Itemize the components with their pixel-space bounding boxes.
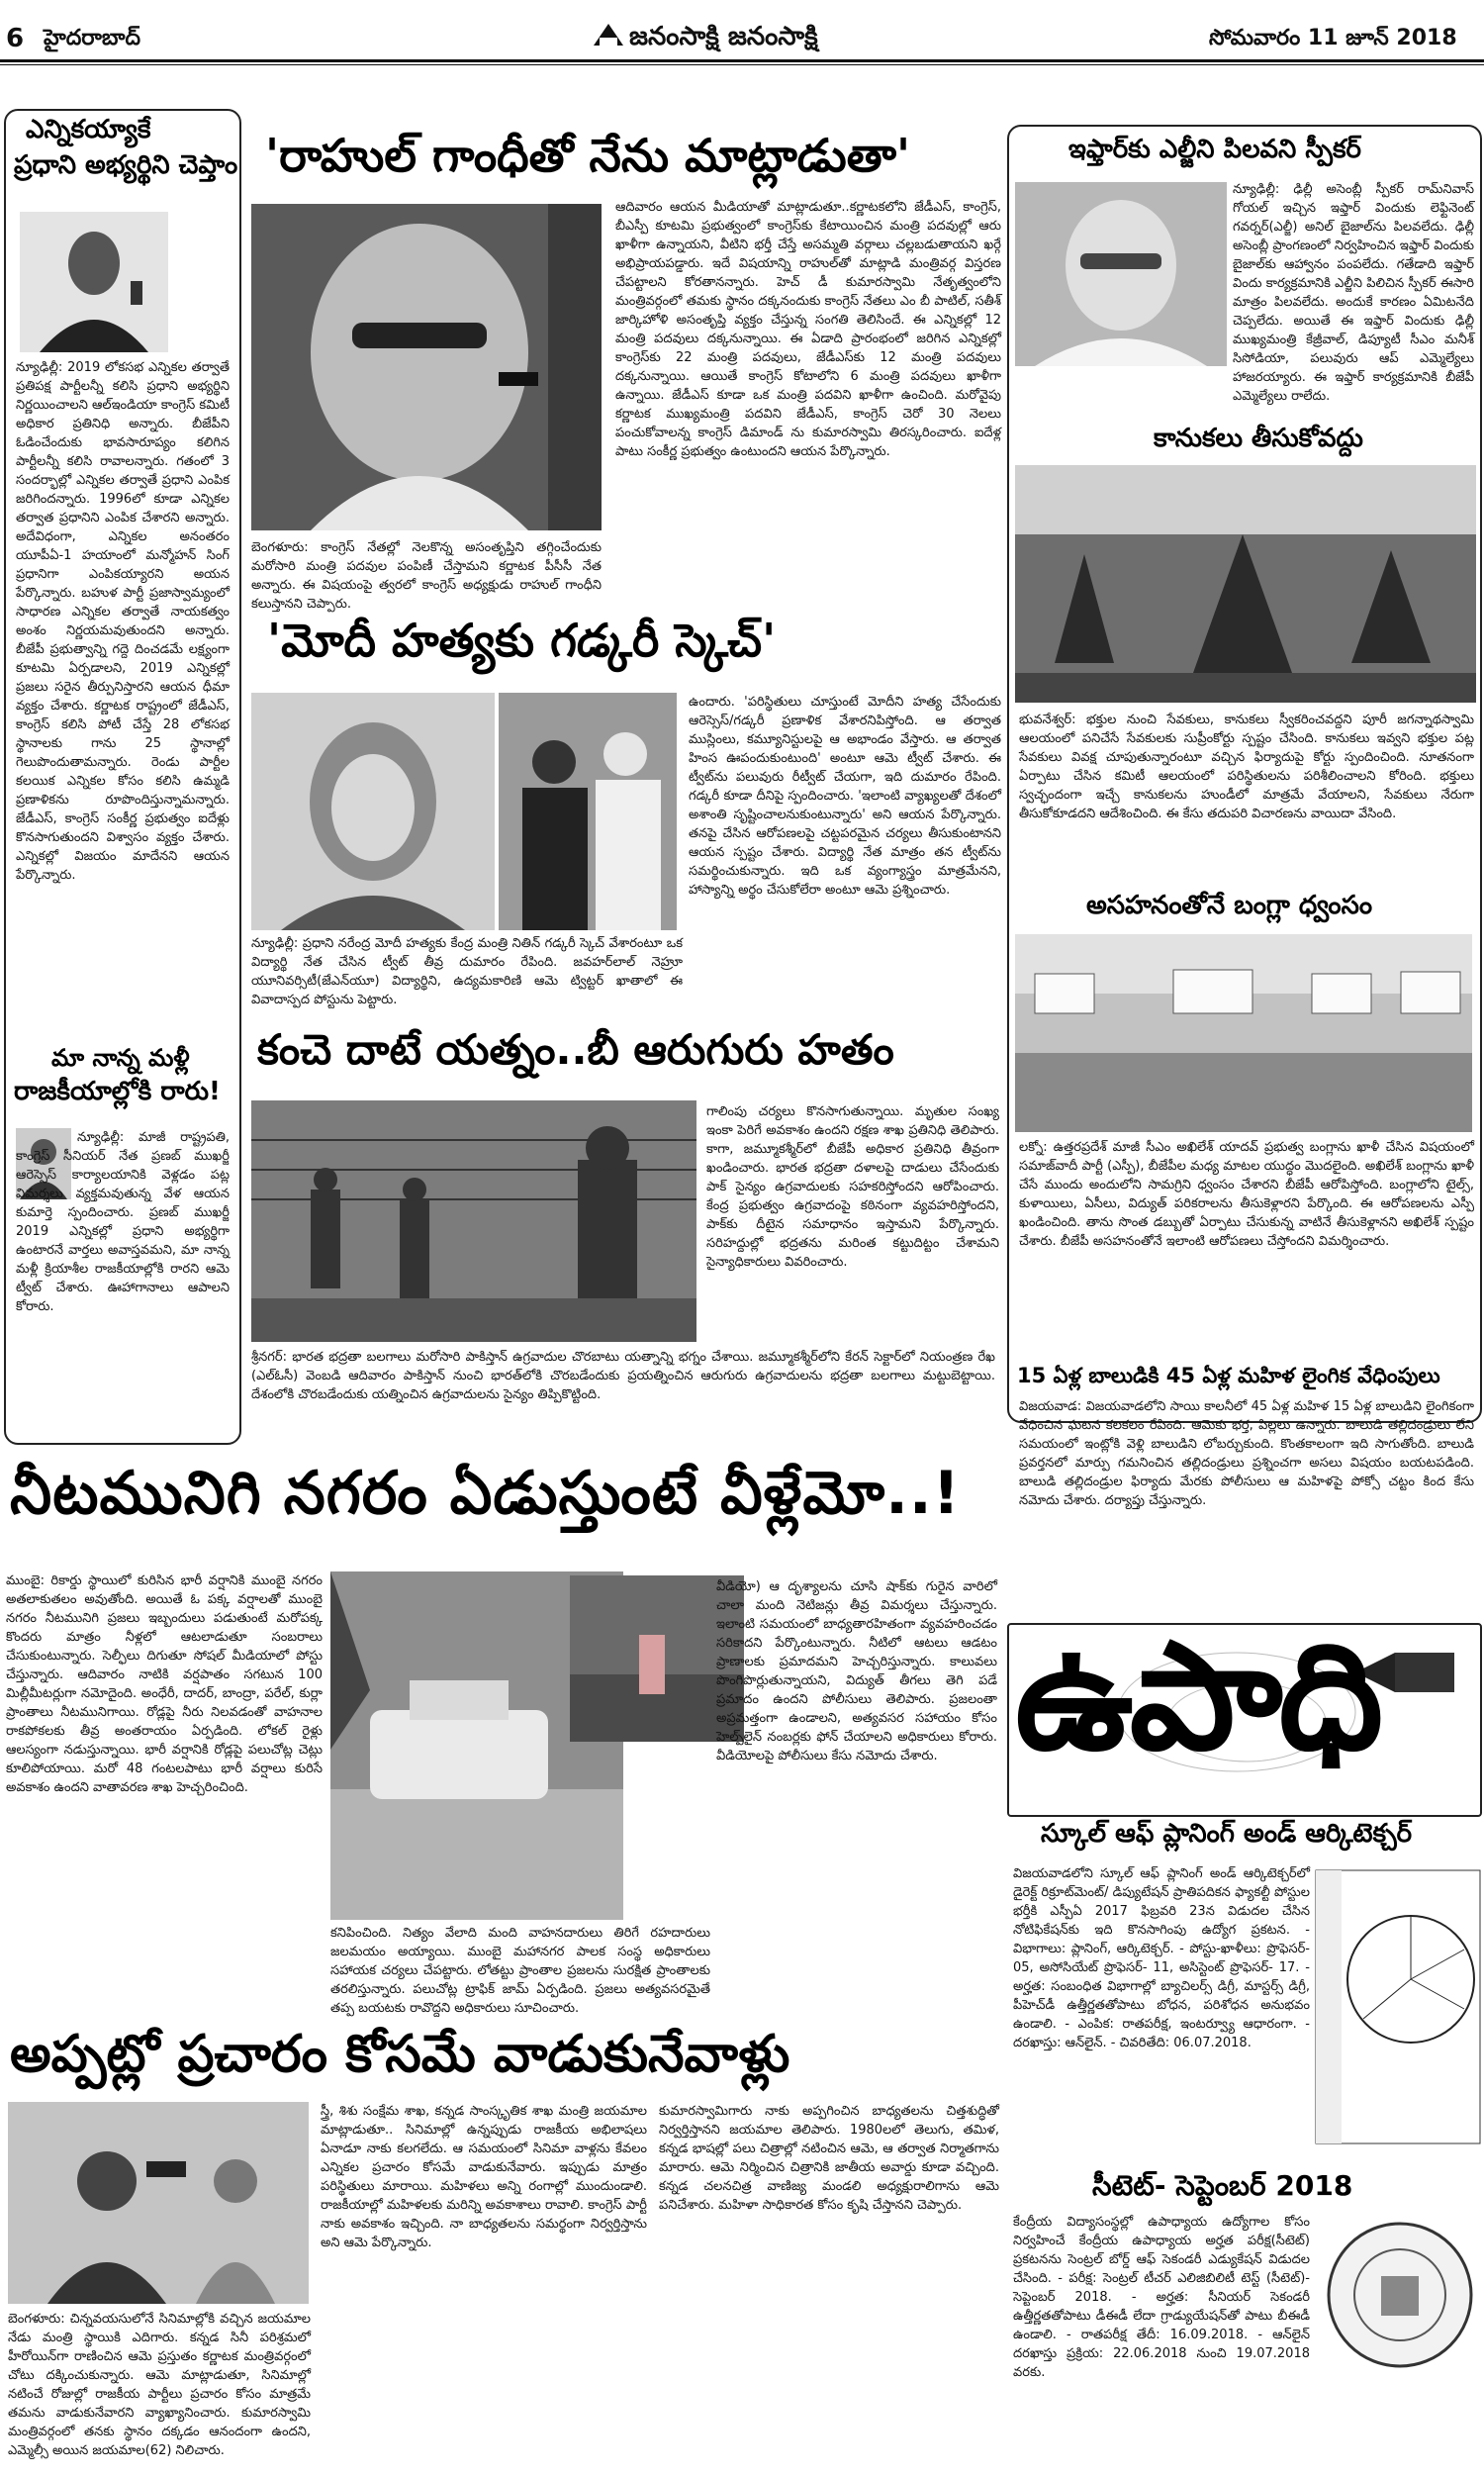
story-body: స్త్రీ, శిశు సంక్షేమ శాఖ, కన్నడ సాంస్కృతిక శాఖ మంత్రి జయమాల మాట్లాడుతూ.. సినిమాల్లో ఉన్నప్పుడు రాజకీయ అభిలాషలు ఏనాడూ నాకు కలగలేదు. ఆ సమయంలో సినిమా వాళ్లను కేవలం ఎన్నికల ప్రచారం కోసమే వాడుకునేవారు. ఇప్పుడు మాత్రం పరిస్థితులు మారాయి. మహిళలు అన్ని రంగాల్లో ముందుండాలి. రాజకీయాల్లో మహిళలకు మరిన్ని అవకాశాలు రావాలి. కాంగ్రెస్ పార్టీ నాకు అవకాశం ఇచ్చింది. నా బాధ్యతలను సమర్థంగా నిర్వర్తిస్తాను అని ఆమె పేర్కొన్నారు. (321, 2104, 647, 2250)
soldiers-photo (251, 1100, 696, 1342)
story-body: లక్నో: ఉత్తరప్రదేశ్ మాజీ సీఎం అఖిలేశ్ యాదవ్ ప్రభుత్వ బంగ్లాను ఖాళీ చేసిన విషయంలో సమాజ్‌వాదీ పార్టీ (ఎస్పీ), బీజేపీల మధ్య మాటల యుద్ధం మొదలైంది. అఖిలేశ్ బంగ్లాను ఖాళీ చేసే ముందు అందులోని సామగ్రిని ధ్వంసం చేశారని బీజేపీ ఆరోపిస్తోంది. బంగ్లాలోని టైల్స్, కుళాయిలు, ఏసీలు, విద్యుత్ పరికరాలను తీసుకెళ్లారని పేర్కొంది. ఈ ఆరోపణలను ఎస్పీ ఖండించింది. తాను సొంత డబ్బుతో ఏర్పాటు చేసుకున్న వాటినే తీసుకెళ్లానని అఖిలేశ్ స్పష్టం చేశారు. బీజేపీ అసహనంతోనే ఇలాంటి ఆరోపణలు చేస్తోందని విమర్శించారు. (1019, 1140, 1474, 1249)
story-body: న్యూఢిల్లీ: మాజీ రాష్ట్రపతి, కాంగ్రెస్ సీనియర్ నేత ప్రణబ్ ముఖర్జీ ఆరెస్సెస్ కార్యాలయానికి వెళ్లడం పట్ల విమర్శలు వ్యక్తమవుతున్న వేళ ఆయన కుమార్తె స్పందించారు. ప్రణబ్ ముఖర్జీ 2019 ఎన్నికల్లో ప్రధాని అభ్యర్థిగా ఉంటారనే వార్తలు అవాస్తవమని, మా నాన్న మళ్లీ క్రియాశీల రాజకీయాల్లోకి రారని ఆమె ట్వీట్ చేశారు. ఊహాగానాలు ఆపాలని కోరారు. (16, 1130, 230, 1314)
story-body: భువనేశ్వర్: భక్తుల నుంచి సేవకులు, కానుకలు స్వీకరించవద్దని పూరీ జగన్నాథస్వామి ఆలయంలో పనిచేసే సేవకులకు సుప్రీంకోర్టు స్పష్టం చేసింది. కానుకలు ఇవ్వని భక్తుల పట్ల సేవకులు వివక్ష చూపుతున్నారంటూ వచ్చిన ఫిర్యాదుపై కోర్టు స్పందించింది. నూతనంగా ఏర్పాటు చేసిన కమిటీ ఆలయంలో పరిస్థితులను పరిశీలించాలని కోరింది. భక్తులు స్వచ్ఛందంగా ఇచ్చే కానుకలను హుండీలో మాత్రమే వేయాలని, సేవకులు నేరుగా తీసుకోకూడదని ఆదేశించింది. ఈ కేసు తదుపరి విచారణను వాయిదా వేసింది. (1019, 713, 1474, 821)
photo-caption: న్యూఢిల్లీ: ప్రధాని నరేంద్ర మోదీ హత్యకు కేంద్ర మంత్రి నితిన్ గడ్కరీ స్కెచ్ వేశారంటూ ఒక విద్యార్థి నేత చేసిన ట్వీట్ తీవ్ర దుమారం రేపింది. జవహర్‌లాల్ నెహ్రూ యూనివర్సిటీ(జేఎన్‌యూ) విద్యార్థిని, ఉద్యమకారిణి ఆమె ట్విట్టర్ ఖాతాలో ఈ వివాదాస్పద పోస్టును పెట్టారు. (251, 936, 683, 1007)
paper-name: జనంసాక్షి జనంసాక్షి (629, 22, 818, 51)
story-body: ముంబై: రికార్డు స్థాయిలో కురిసిన భారీ వర్షానికి ముంబై నగరం అతలాకుతలం అవుతోంది. అయితే ఓ పక్క వర్షాలతో ముంబై నగరం నీటమునిగి ప్రజలు ఇబ్బందులు పడుతుంటే మరోపక్క కొందరు మాత్రం నీళ్లలో ఆటలాడుతూ సంబరాలు చేసుకుంటున్నారు. సెల్ఫీలు దిగుతూ సోషల్ మీడియాలో పోస్టు చేస్తున్నారు. ఆదివారం నాటికి వర్షపాతం సగటున 100 మిల్లీమీటర్లుగా నమోదైంది. అంధేరీ, దాదర్, బాంద్రా, పరేల్, కుర్లా ప్రాంతాలు నీటమునిగాయి. రోడ్లపై నీరు నిలవడంతో వాహనాల రాకపోకలకు తీవ్ర అంతరాయం ఏర్పడింది. లోకల్ రైళ్లు ఆలస్యంగా నడుస్తున్నాయి. భారీ వర్షానికి రోడ్లపై పలుచోట్ల చెట్లు కూలిపోయాయి. మరో 48 గంటలపాటు భారీ వర్షాలు కురిసే అవకాశం ఉందని వాతావరణ శాఖ హెచ్చరించింది. (6, 1573, 323, 1795)
ministers-photo (499, 693, 677, 930)
story-headline: ప్రధాని అభ్యర్థిని చెప్తాం (14, 150, 238, 180)
bungalow-photo (1015, 934, 1472, 1132)
story-body: కుమారస్వామిగారు నాకు అప్పగించిన బాధ్యతలను చిత్తశుద్ధితో నిర్వర్తిస్తానని జయమాల తెలిపారు. 1980లలో తెలుగు, తమిళ, కన్నడ భాషల్లో పలు చిత్రాల్లో నటించిన ఆమె, ఆ తర్వాత నిర్మాతగాను మారారు. ఆమె నిర్మించిన చిత్రానికి జాతీయ అవార్డు కూడా వచ్చింది. కన్నడ చలనచిత్ర వాణిజ్య మండలి అధ్యక్షురాలిగాను ఆమె పనిచేశారు. మహిళా సాధికారత కోసం కృషి చేస్తానని చెప్పారు. (659, 2104, 999, 2213)
main-headline: 'రాహుల్ గాంధీతో నేను మాట్లాడుతా' (265, 129, 911, 182)
masthead-rule (0, 59, 1484, 65)
student-leader-photo (251, 693, 495, 930)
story-body: కనిపించింది. నిత్యం వేలాది మంది వాహనదారులు తిరిగే రహదారులు జలమయం అయ్యాయి. ముంబై మహానగర పాలక సంస్థ అధికారులు సహాయక చర్యలు చేపట్టారు. లోతట్టు ప్రాంతాల ప్రజలను సురక్షిత ప్రాంతాలకు తరలిస్తున్నారు. పలుచోట్ల ట్రాఫిక్ జామ్ ఏర్పడింది. ప్రజలు అత్యవసరమైతే తప్ప బయటకు రావొద్దని అధికారులు సూచించారు. (330, 1926, 710, 2016)
main-headline: అప్పట్లో ప్రచారం కోసమే వాడుకునేవాళ్లు (10, 2025, 790, 2084)
planning-chart-image (1316, 1870, 1480, 2143)
story-headline: రాజకీయాల్లోకి రారు! (14, 1077, 221, 1106)
story-body: వీడియో) ఆ దృశ్యాలను చూసి షాక్‌కు గురైన వారిలో చాలా మంది నెటిజన్లు తీవ్ర విమర్శలు చేస్తున్నారు. ఇలాంటి సమయంలో బాధ్యతారహితంగా వ్యవహరించడం సరికాదని పేర్కొంటున్నారు. నీటిలో ఆటలు ఆడటం ప్రాణాలకు ప్రమాదమని హెచ్చరిస్తున్నారు. కాలువలు పొంగిపొర్లుతున్నాయని, విద్యుత్ తీగలు తెగి పడే ప్రమాదం ఉందని పోలీసులు తెలిపారు. ప్రజలంతా అప్రమత్తంగా ఉండాలని, అత్యవసర సహాయం కోసం హెల్ప్‌లైన్ నంబర్లకు ఫోన్ చేయాలని అధికారులు కోరారు. వీడియోలపై పోలీసులు కేసు నమోదు చేశారు. (716, 1579, 997, 1763)
story-body: విజయవాడ: విజయవాడలోని సాయి కాలనీలో 45 ఏళ్ల మహిళ 15 ఏళ్ల బాలుడిని లైంగికంగా వేధించిన ఘటన కలకలం రేపింది. ఆమెకు భర్త, పిల్లలు ఉన్నారు. బాలుడి తల్లిదండ్రులు లేని సమయంలో ఇంట్లోకి వెళ్లి బాలుడిని లోబర్చుకుంది. కొంతకాలంగా ఇది సాగుతోంది. బాలుడి ప్రవర్తనలో మార్పు గమనించిన తల్లిదండ్రులు ప్రశ్నించగా అసలు విషయం బయటపడింది. బాలుడి తల్లిదండ్రుల ఫిర్యాదు మేరకు పోలీసులు ఆ మహిళపై పోక్సో చట్టం కింద కేసు నమోదు చేశారు. దర్యాప్తు చేస్తున్నారు. (1019, 1399, 1474, 1508)
spokesperson-photo (20, 212, 168, 352)
story-body: న్యూఢిల్లీ: ఢిల్లీ అసెంబ్లీ స్పీకర్ రామ్‌నివాస్ గోయల్ ఇచ్చిన ఇఫ్తార్ విందుకు లెఫ్టినెంట్ గవర్నర్(ఎల్జీ) అనిల్ బైజాల్‌ను పిలవలేదు. ఢిల్లీ అసెంబ్లీ ప్రాంగణంలో నిర్వహించిన ఇఫ్తార్ విందుకు బైజాల్‌కు ఆహ్వానం పంపలేదు. గతేడాది ఇఫ్తార్ విందు కార్యక్రమానికి ఎల్జీని పిలిచిన స్పీకర్ ఈసారి మాత్రం పిలవలేదు. అందుకే కారణం ఏమిటనేది చెప్పలేదు. అయితే ఈ ఇఫ్తార్ విందుకు ఢిల్లీ ముఖ్యమంత్రి కేజ్రీవాల్, డిప్యూటీ సీఎం మనీశ్ సిసోడియా, పలువురు ఆప్ ఎమ్మెల్యేలు హాజరయ్యారు. ఈ ఇఫ్తార్ కార్యక్రమానికి బీజేపీ ఎమ్మెల్యేలు రాలేదు. (1233, 182, 1474, 404)
photo-caption: బెంగళూరు: కాంగ్రెస్ నేతల్లో నెలకొన్న అసంతృప్తిని తగ్గించేందుకు మరోసారి మంత్రి పదవుల పంపిణీ చేస్తామని కర్ణాటక పీసీసీ నేత అన్నారు. ఈ విషయంపై త్వరలో కాంగ్రెస్ అధ్యక్షుడు రాహుల్ గాంధీని కలుస్తానని చెప్పారు. (251, 540, 602, 612)
main-headline: నీటమునిగి నగరం ఏడుస్తుంటే వీళ్లేమో..! (10, 1459, 962, 1528)
main-headline: 'మోదీ హత్యకు గడ్కరీ స్కెచ్' (267, 614, 777, 667)
story-body: విజయవాడలోని స్కూల్ ఆఫ్ ప్లానింగ్ అండ్ ఆర్కిటెక్చర్‌లో డైరెక్ట్ రిక్రూట్‌మెంట్/ డిప్యుటేషన్ ప్రాతిపదికన ఫ్యాకల్టీ పోస్టుల భర్తీకి ఎస్పీఏ 2017 ఫిబ్రవరి 23న విడుదల చేసిన నోటిఫికేషన్‌కు ఇది కొనసాగింపు ఉద్యోగ ప్రకటన. - విభాగాలు: ప్లానింగ్, ఆర్కిటెక్చర్. - పోస్టు-ఖాళీలు: ప్రొఫెసర్- 05, అసోసియేట్ ప్రొఫెసర్- 11, అసిస్టెంట్ ప్రొఫెసర్- 17. - అర్హత: సంబంధిత విభాగాల్లో బ్యాచిలర్స్ డిగ్రీ, మాస్టర్స్ డిగ్రీ, పీహెచ్‌డీ ఉత్తీర్ణతతోపాటు బోధన, పరిశోధన అనుభవం ఉండాలి. - ఎంపిక: రాతపరీక్ష, ఇంటర్వ్యూ ఆధారంగా. - దరఖాస్తు: ఆన్‌లైన్. - చివరితేది: 06.07.2018. (1013, 1866, 1310, 2050)
cbse-logo-icon (1326, 2221, 1474, 2369)
politician-photo (251, 204, 602, 530)
jobs-banner-title: ఉపాధి (1015, 1611, 1380, 1783)
page-number: 6 (6, 24, 25, 53)
story-headline: ఇఫ్తార్‌కు ఎల్జీని పిలవని స్పీకర్ (1068, 135, 1361, 164)
temple-chariots-photo (1015, 465, 1476, 703)
photo-caption: శ్రీనగర్: భారత భద్రతా బలగాలు మరోసారి పాకిస్తాన్ ఉగ్రవాదుల చొరబాటు యత్నాన్ని భగ్నం చేశాయి. జమ్మూకశ్మీర్‌లోని కేరన్ సెక్టార్‌లో నియంత్రణ రేఖ (ఎల్‌ఓసీ) వెంబడి ఆదివారం పాకిస్తాన్ నుంచి భారత్‌లోకి చొరబడేందుకు ప్రయత్నించిన ఆరుగురు ఉగ్రవాదులను భద్రతా బలగాలు మట్టుబెట్టాయి. దేశంలోకి చొరబడేందుకు యత్నించిన ఉగ్రవాదులను సైన్యం తిప్పికొట్టింది. (251, 1350, 995, 1402)
story-body: బెంగళూరు: చిన్నవయసులోనే సినిమాల్లోకి వచ్చిన జయమాల నేడు మంత్రి స్థాయికి ఎదిగారు. కన్నడ సినీ పరిశ్రమలో హీరోయిన్‌గా రాణించిన ఆమె ప్రస్తుతం కర్ణాటక మంత్రివర్గంలో చోటు దక్కించుకున్నారు. ఆమె మాట్లాడుతూ, సినిమాల్లో నటించే రోజుల్లో రాజకీయ పార్టీలు ప్రచారం కోసం మాత్రమే తమను వాడుకునేవారని వ్యాఖ్యానించారు. కుమారస్వామి మంత్రివర్గంలో తనకు స్థానం దక్కడం ఆనందంగా ఉందని, ఎమ్మెల్సీ అయిన జయమాల(62) నిలిచారు. (8, 2312, 311, 2458)
story-headline: కానుకలు తీసుకోవద్దు (1154, 424, 1363, 453)
story-headline: 15 ఏళ్ల బాలుడికి 45 ఏళ్ల మహిళ లైంగిక వేధింపులు (1017, 1364, 1440, 1387)
city-label: హైదరాబాద్ (44, 26, 140, 50)
lt-governor-photo (1015, 182, 1227, 366)
minister-speaking-photo (8, 2102, 309, 2304)
main-headline: కంచె దాటే యత్నం..బీ ఆరుగురు హతం (257, 1025, 894, 1074)
story-body: ఉందారు. 'పరిస్థితులు చూస్తుంటే మోదీని హత్య చేసేందుకు ఆరెస్సెస్/గడ్కరీ ప్రణాళిక వేశారనిపిస్తోంది. ఆ తర్వాత ముస్లింలు, కమ్యూనిస్టులపై ఆ అభాండం వేస్తారు. ఆ తర్వాత హింస ఊపందుకుంటుంది' అంటూ ఆమె ట్వీట్ చేశారు. ఈ ట్వీట్‌ను పలువురు రీట్వీట్ చేయగా, ఇది దుమారం రేపింది. గడ్కరీ కూడా దీనిపై స్పందించారు. 'ఇలాంటి వ్యాఖ్యలతో దేశంలో అశాంతి సృష్టించాలనుకుంటున్నారు' అని ఆయన పేర్కొన్నారు. తనపై చేసిన ఆరోపణలపై చట్టపరమైన చర్యలు తీసుకుంటానని ఆయన స్పష్టం చేశారు. విద్యార్థి నేత మాత్రం తన ట్వీట్‌ను సమర్థించుకున్నారు. ఇది ఒక వ్యంగ్యాస్త్రం మాత్రమేనని, హాస్యాన్ని అర్థం చేసుకోలేరా అంటూ ఆమె ప్రశ్నించారు. (689, 695, 1001, 898)
story-body: ఆదివారం ఆయన మీడియాతో మాట్లాడుతూ..కర్ణాటకలోని జేడీఎస్, కాంగ్రెస్, బీఎస్పీ కూటమి ప్రభుత్వంలో కాంగ్రెస్‌కు కేటాయించిన మంత్రి పదవుల్లో ఆరు ఖాళీగా ఉన్నాయని, వీటిని భర్తీ చేస్తే అసమ్మతి వర్గాలు చల్లబడుతాయని ఖర్గే అభిప్రాయపడ్డారు. ఇదే విషయాన్ని రాహుల్‌తో మాట్లాడి మంత్రివర్గ విస్తరణ చేపట్టాలని కోరతానన్నారు. హెచ్ డీ కుమారస్వామి నేతృత్వంలోని మంత్రివర్గంలో తమకు స్థానం దక్కనందుకు కాంగ్రెస్ నేతలు ఎం బీ పాటిల్, సతీశ్ జార్కిహోళి అసంతృప్తి వ్యక్తం చేస్తున్న సంగతి తెలిసిందే. ఈ ఎన్నికల్లో 12 మంత్రి పదవులు దక్కనున్నాయి. ఈ ఏడాది ప్రారంభంలో జరిగిన ఎన్నికల్లో కాంగ్రెస్‌కు 22 మంత్రి పదవులు, జేడీఎస్‌కు 12 మంత్రి పదవులు దక్కనున్నాయి. ఆయితే కాంగ్రెస్ కోటాలోని 6 మంత్రి పదవులు ఖాళీగా ఉన్నాయి. జేడీఎస్ కూడా ఒక మంత్రి పదవిని ఖాళీగా ఉంచింది. మరోవైపు కర్ణాటక ముఖ్యమంత్రి పదవిని జేడీఎస్, కాంగ్రెస్ చెరో 30 నెలలు పంచుకోవాలన్న కాంగ్రెస్ డిమాండ్ ను కుమారస్వామి తిరస్కరించారు. ఐదేళ్ల పాటు సంకీర్ణ ప్రభుత్వం ఉంటుందని ఆయన పేర్కొన్నారు. (615, 200, 1001, 459)
story-headline: ఎన్నికయ్యాకే (26, 115, 151, 144)
story-body: కేంద్రీయ విద్యాసంస్థల్లో ఉపాధ్యాయ ఉద్యోగాల కోసం నిర్వహించే కేంద్రీయ ఉపాధ్యాయ అర్హత పరీక్ష(సీటెట్) ప్రకటనను సెంట్రల్ బోర్డ్ ఆఫ్ సెకండరీ ఎడ్యుకేషన్ విడుదల చేసింది. - పరీక్ష: సెంట్రల్ టీచర్ ఎలిజిబిలిటీ టెస్ట్ (సీటెట్)- సెప్టెంబర్ 2018. - అర్హత: సీనియర్ సెకండరీ ఉత్తీర్ణతతోపాటు డీఈడీ లేదా గ్రాడ్యుయేషన్‌తో పాటు బీఈడీ ఉండాలి. - రాతపరీక్ష తేదీ: 16.09.2018. - ఆన్‌లైన్ దరఖాస్తు ప్రక్రియ: 22.06.2018 నుంచి 19.07.2018 వరకు. (1013, 2215, 1310, 2380)
newspaper-logo-icon (592, 20, 625, 49)
story-headline: స్కూల్ ఆఫ్ ప్లానింగ్ అండ్ ఆర్కిటెక్చర్ (1041, 1819, 1413, 1849)
story-body: గాలింపు చర్యలు కొనసాగుతున్నాయి. మృతుల సంఖ్య ఇంకా పెరిగే అవకాశం ఉందని రక్షణ శాఖ ప్రతినిధి తెలిపారు. కాగా, జమ్మూకశ్మీర్‌లో బీజేపీ అధికార ప్రతినిధి తీవ్రంగా ఖండించారు. భారత భద్రతా దళాలపై దాడులు చేసేందుకు పాక్ సైన్యం ఉగ్రవాదులకు సహకరిస్తోందని ఆరోపించారు. కేంద్ర ప్రభుత్వం ఉగ్రవాదంపై కఠినంగా వ్యవహరిస్తోందని, పాక్‌కు దీటైన సమాధానం ఇస్తామని పేర్కొన్నారు. సరిహద్దుల్లో భద్రతను మరింత కట్టుదిట్టం చేశామని సైన్యాధికారులు వివరించారు. (706, 1104, 999, 1270)
story-headline: సీటెట్- సెప్టెంబర్ 2018 (1092, 2169, 1353, 2202)
story-headline: మా నాన్న మళ్లీ (51, 1044, 190, 1072)
story-body: న్యూఢిల్లీ: 2019 లోకసభ ఎన్నికల తర్వాతే ప్రతిపక్ష పార్టీలన్నీ కలిసి ప్రధాని అభ్యర్థిని నిర్ణయించాలని ఆల్‌ఇండియా కాంగ్రెస్ కమిటీ అధికార ప్రతినిధి అన్నారు. బీజేపీని ఓడించేందుకు భావసారూప్యం కలిగిన పార్టీలన్నీ కలిసి రావాలన్నారు. గతంలో 3 సందర్భాల్లో ఎన్నికల తర్వాతే ప్రధాని ఎంపిక జరిగిందన్నారు. 1996లో కూడా ఎన్నికల తర్వాత ప్రధానిని ఎంపిక చేశారని అన్నారు. అదేవిధంగా, ఎన్నికల అనంతరం యూపీఏ-1 హయాంలో మన్మోహన్ సింగ్ ప్రధానిగా ఎంపికయ్యారని అయన పేర్కొన్నారు. బహుళ పార్టీ ప్రజాస్వామ్యంలో సాధారణ ఎన్నికల తర్వాతే నాయకత్వం అంశం నిర్ణయమవుతుందని అన్నారు. బీజేపీ ప్రభుత్వాన్ని గద్దె దించడమే లక్ష్యంగా కూటమి ఏర్పడాలని, 2019 ఎన్నికల్లో ప్రజలు సరైన తీర్పునిస్తారని ఆయన ధీమా వ్యక్తం చేశారు. కర్ణాటక రాష్ట్రంలో జేడీఎస్, కాంగ్రెస్ కలిసి పోటీ చేస్తే 28 లోకసభ స్థానాలకు గాను 25 స్థానాల్లో గెలుపొందుతామన్నారు. రెండు పార్టీల కలయిక ఎన్నికల కోసం కలిసి ఉమ్మడి ప్రణాళికను రూపొందిస్తున్నామన్నారు. జేడీఎస్, కాంగ్రెస్ సంకీర్ణ ప్రభుత్వం ఐదేళ్లు కొనసాగుతుందని విశ్వాసం వ్యక్తం చేశారు. ఎన్నికల్లో విజయం మాదేనని ఆయన పేర్కొన్నారు. (16, 360, 230, 883)
issue-date: సోమవారం 11 జూన్ 2018 (1209, 26, 1457, 50)
story-headline: అసహనంతోనే బంగ్లా ధ్వంసం (1086, 891, 1373, 920)
